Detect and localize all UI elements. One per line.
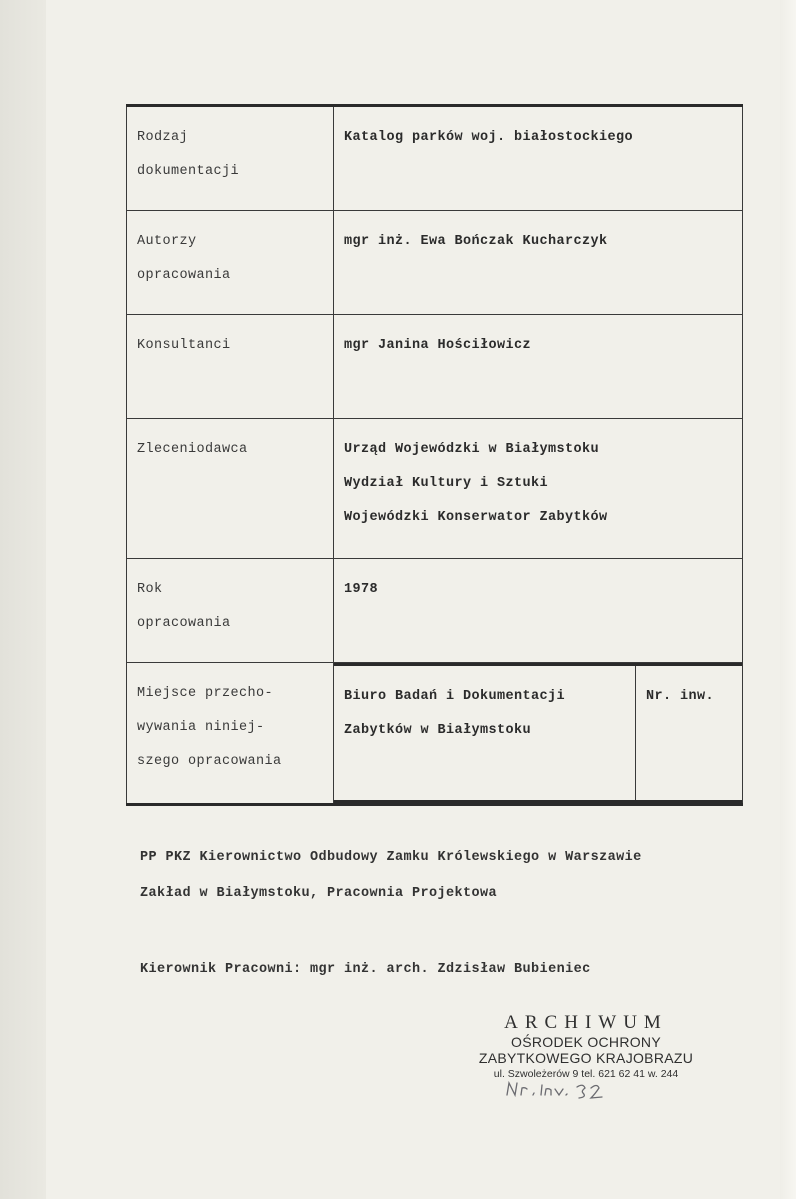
value-line: Biuro Badań i Dokumentacji bbox=[344, 689, 566, 704]
value-line: Katalog parków woj. białostockiego bbox=[344, 130, 634, 145]
label-line: szego opracowania bbox=[137, 754, 282, 769]
value-document-type bbox=[334, 106, 743, 211]
value-line: Wojewódzki Konserwator Zabytków bbox=[344, 510, 608, 525]
value-storage-place bbox=[334, 663, 743, 805]
value-line: Urząd Wojewódzki w Białymstoku bbox=[344, 442, 600, 457]
scan-left-edge bbox=[0, 0, 46, 1199]
label-line: Miejsce przecho- bbox=[137, 686, 274, 701]
value-authors bbox=[334, 211, 743, 315]
label-year bbox=[127, 559, 334, 663]
value-line: mgr inż. Ewa Bończak Kucharczyk bbox=[344, 234, 608, 249]
footer-line-department: Zakład w Białymstoku, Pracownia Projektowa bbox=[140, 886, 498, 901]
inventory-number-cell bbox=[636, 665, 743, 802]
footer-text bbox=[140, 840, 780, 988]
label-line: Rok bbox=[137, 582, 163, 597]
label-client bbox=[127, 419, 334, 559]
stamp-line-1: OŚRODEK OCHRONY bbox=[511, 1034, 661, 1050]
table-row bbox=[127, 419, 743, 559]
table-row bbox=[334, 665, 742, 802]
footer-line-institution: PP PKZ Kierownictwo Odbudowy Zamku Królewskiego w Warszawie bbox=[140, 850, 642, 865]
stamp-line-2: ZABYTKOWEGO KRAJOBRAZU bbox=[478, 1050, 694, 1066]
stamp-address: ul. Szwoleżerów 9 tel. 621 62 41 w. 244 bbox=[493, 1068, 679, 1080]
scan-right-edge bbox=[780, 0, 796, 1199]
stamp-title: ARCHIWUM bbox=[504, 1012, 668, 1033]
value-line: 1978 bbox=[344, 582, 379, 597]
label-consultants bbox=[127, 315, 334, 419]
table-row bbox=[127, 559, 743, 663]
label-storage-place bbox=[127, 663, 334, 805]
table-row bbox=[127, 663, 743, 805]
label-line: Konsultanci bbox=[137, 338, 231, 353]
label-line: opracowania bbox=[137, 268, 231, 283]
value-client bbox=[334, 419, 743, 559]
value-year bbox=[334, 559, 743, 663]
handwritten-inventory-note bbox=[503, 1077, 613, 1105]
value-line: Zabytków w Białymstoku bbox=[344, 723, 532, 738]
table-row bbox=[127, 315, 743, 419]
footer-gap bbox=[140, 912, 780, 952]
value-consultants bbox=[334, 315, 743, 419]
documentation-table bbox=[126, 104, 743, 806]
footer-line-manager: Kierownik Pracowni: mgr inż. arch. Zdzisław Bubieniec bbox=[140, 962, 591, 977]
label-document-type bbox=[127, 106, 334, 211]
label-line: wywania niniej- bbox=[137, 720, 265, 735]
storage-inner-table bbox=[334, 663, 742, 803]
table-row bbox=[127, 211, 743, 315]
label-line: Rodzaj bbox=[137, 130, 189, 145]
value-line: mgr Janina Hościłowicz bbox=[344, 338, 532, 353]
storage-place-text bbox=[334, 665, 636, 802]
label-authors bbox=[127, 211, 334, 315]
table-row bbox=[127, 106, 743, 211]
value-line: Wydział Kultury i Sztuki bbox=[344, 476, 549, 491]
label-line: Autorzy bbox=[137, 234, 197, 249]
label-line: dokumentacji bbox=[137, 164, 240, 179]
archive-stamp bbox=[476, 1012, 696, 1080]
label-line: Zleceniodawca bbox=[137, 442, 248, 457]
inventory-number-label: Nr. inw. bbox=[646, 689, 715, 704]
label-line: opracowania bbox=[137, 616, 231, 631]
